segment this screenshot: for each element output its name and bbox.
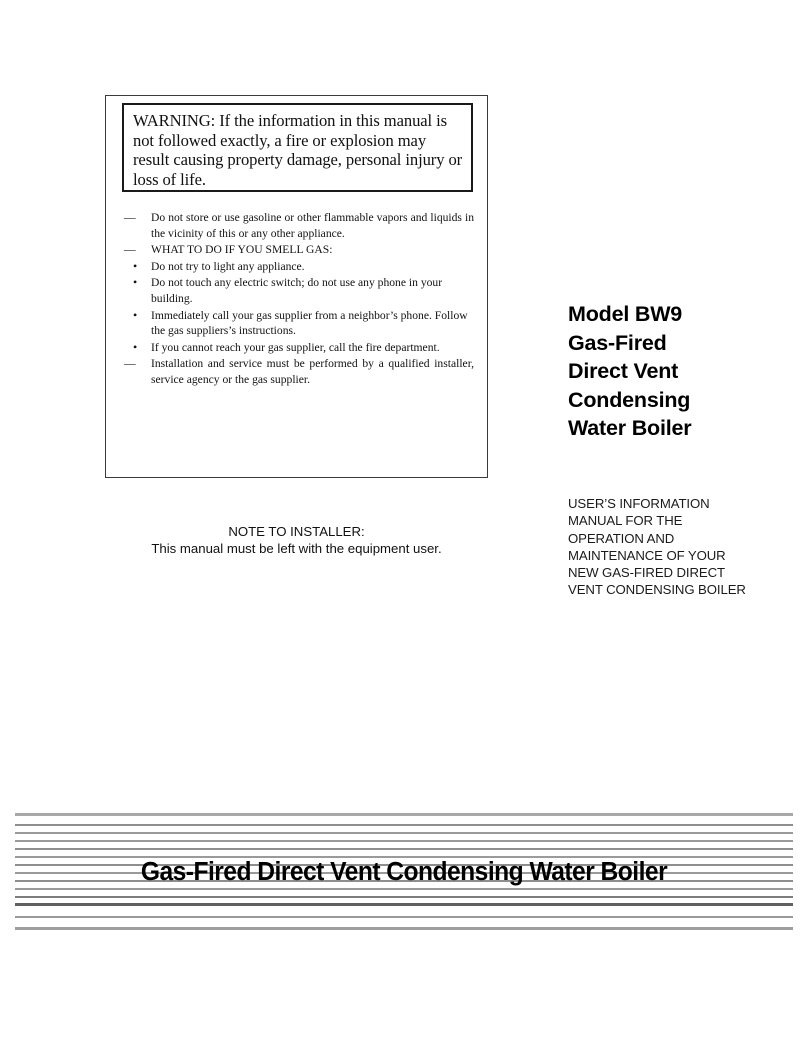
warning-callout-box <box>122 103 473 192</box>
note-body: This manual must be left with the equipment user. <box>151 541 442 556</box>
banner-rule <box>15 896 793 898</box>
manual-subtitle-line: MAINTENANCE OF YOUR <box>568 547 726 563</box>
manual-subtitle <box>568 495 803 599</box>
manual-subtitle-line: MANUAL FOR THE <box>568 513 683 529</box>
banner-rule <box>15 840 793 842</box>
list-item <box>124 356 474 387</box>
list-item <box>124 308 474 339</box>
bullet-marker: • <box>133 275 138 290</box>
banner-rule <box>15 824 793 826</box>
list-item <box>124 340 474 356</box>
list-item-text: Do not try to light any appliance. <box>151 259 305 273</box>
dash-marker: — <box>124 243 136 257</box>
page-title-line: Condensing <box>568 387 691 412</box>
list-item-text: If you cannot reach your gas supplier, call the fire department. <box>151 340 440 354</box>
page-title <box>568 300 798 443</box>
list-item-text: Installation and service must be performed by a qualified installer, service agency or the gas supplier. <box>151 357 474 386</box>
page-title-line: Water Boiler <box>568 416 692 441</box>
banner-rule <box>15 813 793 816</box>
list-item <box>124 259 474 275</box>
warning-text: WARNING: If the information in this manual is not followed exactly, a fire or explosion may result causing property damage, personal injury or loss of life. <box>133 111 463 189</box>
bullet-marker: • <box>133 339 138 354</box>
banner-rule <box>15 848 793 850</box>
list-item-text: Do not store or use gasoline or other flammable vapors and liquids in the vicinity of this or any other appliance. <box>151 211 474 240</box>
banner-rule <box>15 903 793 906</box>
list-item <box>124 275 474 306</box>
dash-marker: — <box>124 211 136 224</box>
list-item-text: Do not touch any electric switch; do not use any phone in your building. <box>151 276 443 305</box>
banner-rule <box>15 916 793 918</box>
manual-subtitle-line: OPERATION AND <box>568 530 675 546</box>
safety-instructions-list <box>124 210 474 389</box>
banner-title: Gas-Fired Direct Vent Condensing Water Boiler <box>140 858 668 886</box>
list-item-text: Immediately call your gas supplier from a neighbor’s phone. Follow the gas suppliers’s instructions. <box>151 308 468 338</box>
manual-subtitle-line: USER’S INFORMATION <box>568 496 710 511</box>
banner-rule <box>15 832 793 834</box>
warning-panel <box>105 95 488 478</box>
bullet-marker: • <box>133 258 138 273</box>
note-heading: NOTE TO INSTALLER: <box>228 524 365 539</box>
page-title-line: Model BW9 <box>568 302 683 326</box>
banner-rule <box>15 927 793 930</box>
dash-marker: — <box>124 357 136 371</box>
page-title-line: Gas-Fired <box>568 330 667 355</box>
manual-subtitle-line: NEW GAS-FIRED DIRECT <box>568 565 725 581</box>
list-item-text: WHAT TO DO IF YOU SMELL GAS: <box>151 243 333 257</box>
list-item <box>124 242 474 258</box>
list-item <box>124 210 474 241</box>
manual-subtitle-line: VENT CONDENSING BOILER <box>568 582 746 598</box>
bullet-marker: • <box>133 307 138 322</box>
note-to-installer <box>105 523 488 557</box>
page-title-line: Direct Vent <box>568 359 679 384</box>
